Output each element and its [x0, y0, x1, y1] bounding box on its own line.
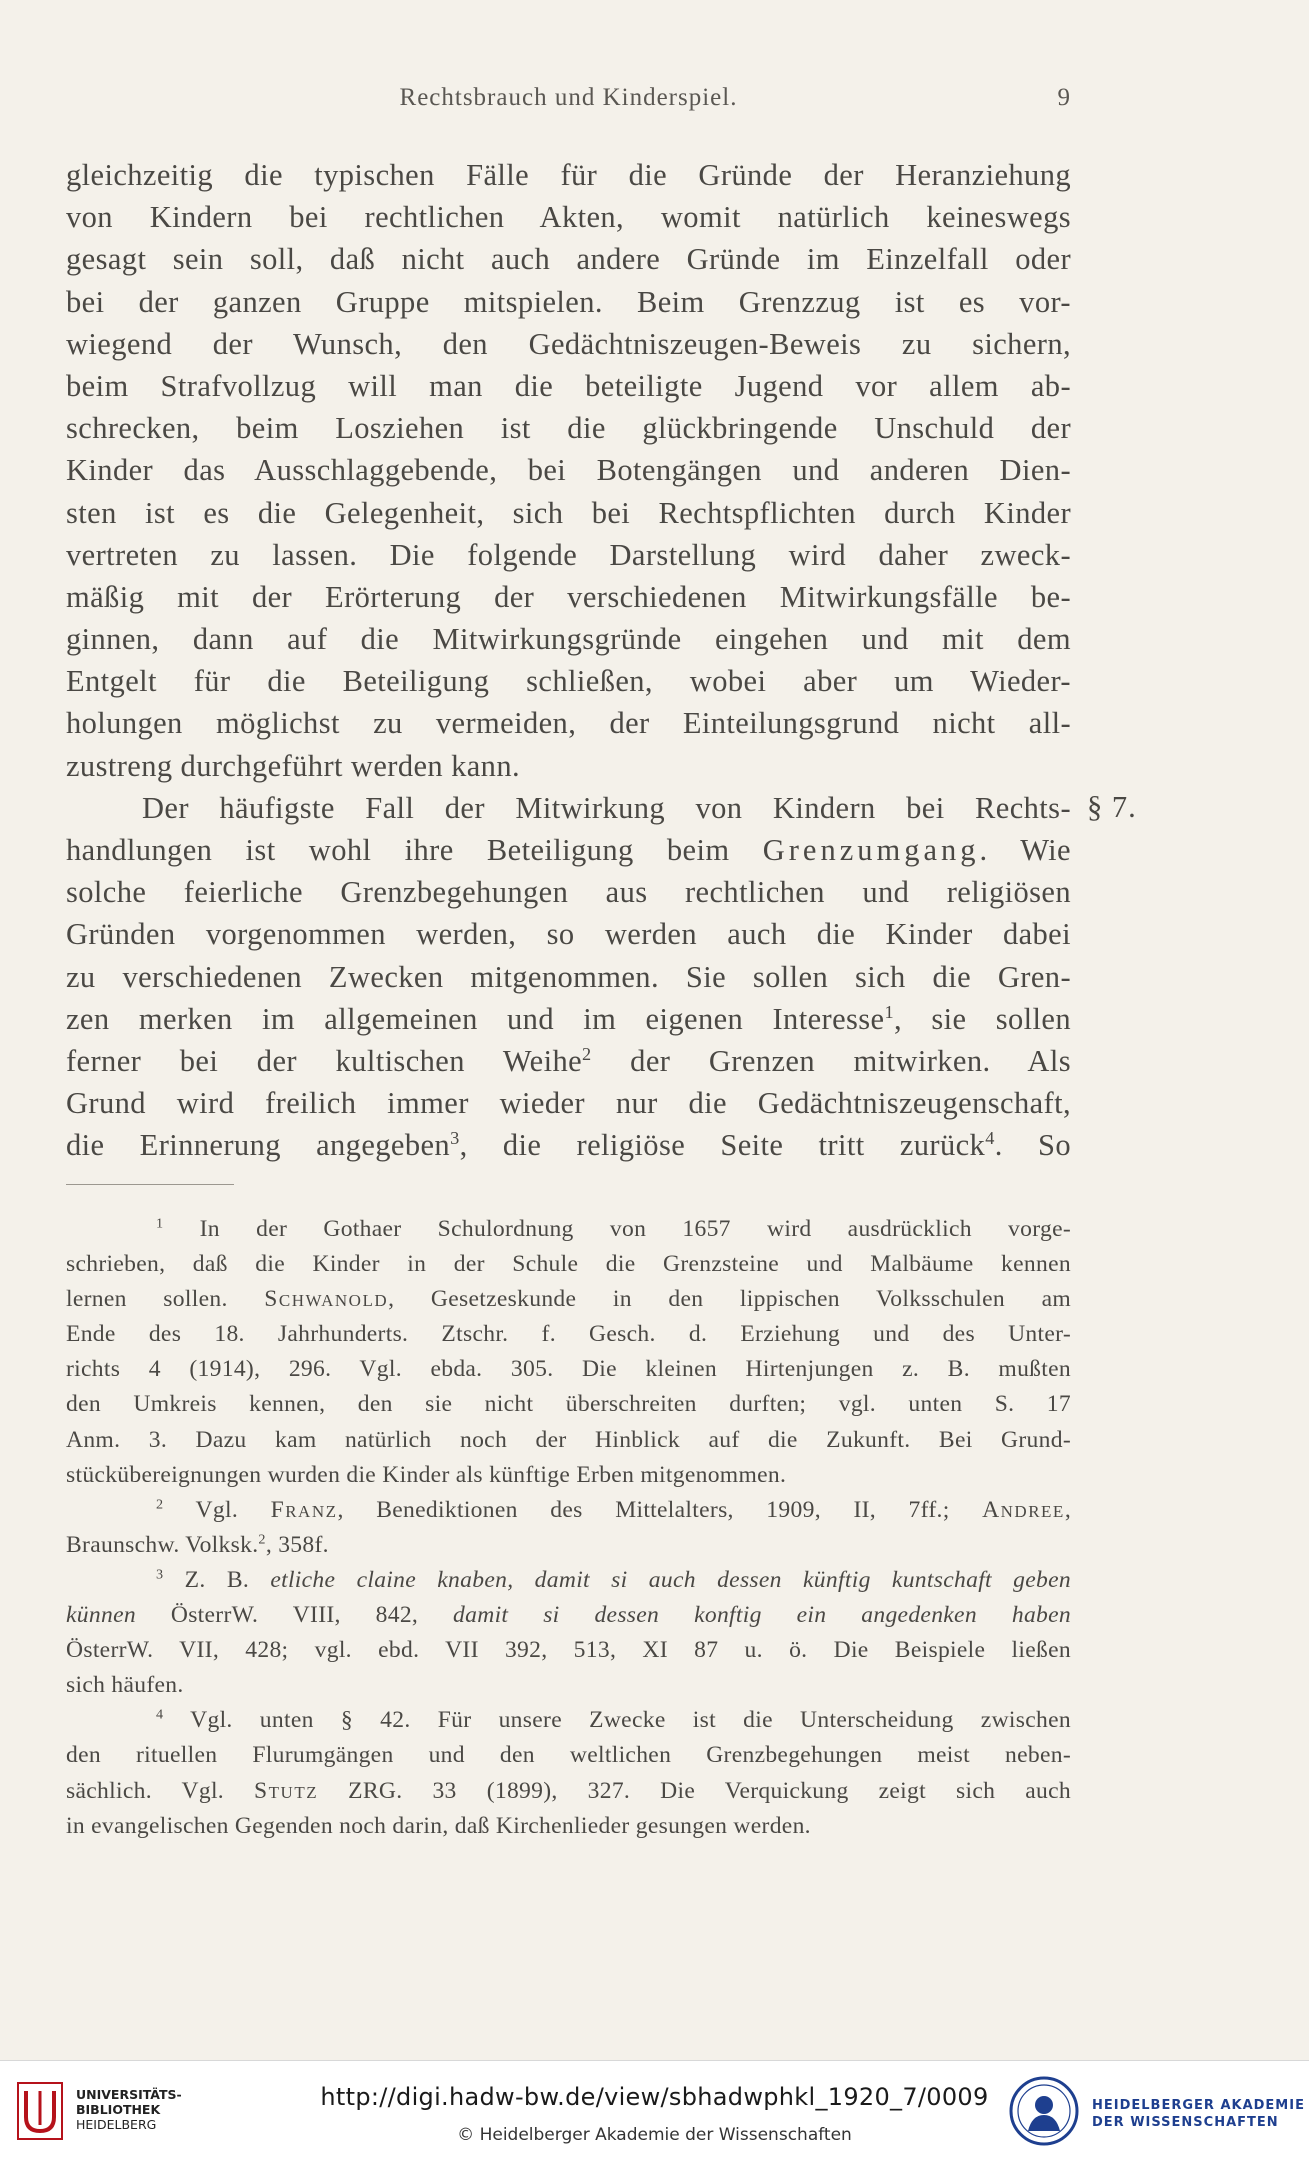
- text-line: [66, 1282, 1071, 1317]
- text-line: sich häufen.: [66, 1672, 184, 1699]
- footnote-mark: 3: [156, 1566, 164, 1583]
- text-line: in evangelischen Gegenden noch darin, daß Kirchenlieder gesungen werden.: [66, 1812, 811, 1839]
- text-run: Vgl.: [195, 1496, 271, 1523]
- page-number: 9: [1057, 84, 1071, 111]
- footnote-mark: 4: [156, 1706, 164, 1723]
- text-line: solche feierliche Grenzbegehungen aus rechtlichen und religiösen: [66, 875, 1071, 910]
- text-run: Braunschw. Volksk.: [66, 1531, 259, 1558]
- text-run: ÖsterrW. VIII, 842,: [135, 1602, 454, 1629]
- text-line: holungen möglichst zu vermeiden, der Einteilungsgrund nicht all-: [66, 706, 1071, 741]
- text-run: , die religiöse Seite tritt zurück: [459, 1128, 986, 1163]
- text-run: , Gesetzeskunde in den lippischen Volksschulen am: [388, 1286, 1071, 1313]
- running-title: Rechtsbrauch und Kinderspiel.: [399, 84, 738, 111]
- footnote-ref: 1: [884, 1001, 895, 1022]
- text-run: ,: [1064, 1496, 1072, 1523]
- edition-mark: 2: [258, 1531, 266, 1548]
- text-line: richts 4 (1914), 296. Vgl. ebda. 305. Die kleinen Hirtenjungen z. B. mußten: [66, 1356, 1071, 1383]
- footnote-1: [66, 1212, 1071, 1247]
- text-run: lernen sollen.: [66, 1286, 265, 1313]
- text-run: . So: [994, 1128, 1071, 1163]
- academy-seal-icon: [1008, 2075, 1080, 2147]
- text-line: schrecken, beim Losziehen ist die glückbringende Unschuld der: [66, 411, 1071, 446]
- text-line: [66, 1040, 1071, 1082]
- quotation: künnen: [66, 1602, 136, 1629]
- text-line: mäßig mit der Erörterung der verschiedenen Mitwirkungsfälle be-: [66, 579, 1071, 614]
- text-run: zen merken im allgemeinen und im eigenen Interesse: [66, 1001, 885, 1036]
- academy-line: HEIDELBERGER AKADEMIE: [1092, 2098, 1305, 2113]
- text-line: [66, 1528, 1071, 1563]
- text-line: [66, 998, 1071, 1040]
- footnote-2: [66, 1493, 1071, 1528]
- text-line: Entgelt für die Beteiligung schließen, wobei aber um Wieder-: [66, 664, 1071, 699]
- text-run: ferner bei der kultischen Weihe: [66, 1043, 583, 1078]
- quotation: etliche claine knaben, damit si auch dessen künftig kuntschaft geben: [270, 1566, 1071, 1593]
- text-line: wiegend der Wunsch, den Gedächtniszeugen-Beweis zu sichern,: [66, 326, 1071, 361]
- text-line: Grund wird freilich immer wieder nur die Gedächtniszeugenschaft,: [66, 1086, 1071, 1121]
- text-line: sten ist es die Gelegenheit, sich bei Rechtspflichten durch Kinder: [66, 495, 1071, 530]
- text-run: . Wie: [979, 833, 1071, 867]
- text-run: , 358f.: [265, 1531, 329, 1558]
- text-line: von Kindern bei rechtlichen Akten, womit natürlich keineswegs: [66, 200, 1071, 235]
- author-name: Franz: [270, 1496, 338, 1523]
- text-run: sächlich. Vgl.: [66, 1777, 255, 1804]
- text-line: stückübereignungen wurden die Kinder als künftige Erben mitgenommen.: [66, 1461, 787, 1488]
- text-line: [66, 1598, 1071, 1633]
- text-line: den rituellen Flurumgängen und den weltlichen Grenzbegehungen meist neben-: [66, 1742, 1071, 1769]
- running-head: [66, 84, 1071, 124]
- text-run: In der Gothaer Schulordnung von 1657 wird ausdrücklich vorge-: [199, 1216, 1071, 1242]
- text-line: [66, 1124, 1071, 1166]
- text-line: ginnen, dann auf die Mitwirkungsgründe eingehen und mit dem: [66, 622, 1071, 657]
- viewer-footer: [0, 2060, 1309, 2159]
- text-run: Vgl. unten § 42. Für unsere Zwecke ist die Unterscheidung zwischen: [190, 1707, 1071, 1734]
- text-line: beim Strafvollzug will man die beteiligte Jugend vor allem ab-: [66, 368, 1071, 403]
- copyright-notice: © Heidelberger Akademie der Wissenschaften: [457, 2125, 852, 2145]
- text-line: ÖsterrW. VII, 428; vgl. ebd. VII 392, 513, XI 87 u. ö. Die Beispiele ließen: [66, 1637, 1071, 1664]
- academy-name: [1092, 2097, 1305, 2131]
- text-line: gesagt sein soll, daß nicht auch andere Gründe im Einzelfall oder: [66, 242, 1071, 277]
- text-line: [66, 829, 1071, 871]
- text-run: Z. B.: [184, 1566, 271, 1593]
- footnote-ref: 2: [582, 1043, 592, 1064]
- footnote-mark: 2: [156, 1496, 164, 1513]
- text-run: , Benediktionen des Mittelalters, 1909, II, 7ff.;: [337, 1496, 983, 1523]
- text-run: , sie sollen: [894, 1001, 1071, 1036]
- text-line: zustreng durchgeführt werden kann.: [66, 748, 520, 783]
- text-line: bei der ganzen Gruppe mitspielen. Beim Grenzzug ist es vor-: [66, 284, 1071, 319]
- footnotes: [66, 1212, 1071, 1844]
- author-name: Schwanold: [264, 1286, 389, 1313]
- text-line: den Umkreis kennen, den sie nicht überschreiten durften; vgl. unten S. 17: [66, 1391, 1071, 1418]
- text-run: ZRG. 33 (1899), 327. Die Verquickung zeigt sich auch: [318, 1777, 1071, 1804]
- text-line: schrieben, daß die Kinder in der Schule die Grenzsteine und Malbäume kennen: [66, 1251, 1071, 1278]
- spaced-term: Grenzumgang: [762, 833, 980, 867]
- quotation: damit si dessen konftig ein angedenken haben: [453, 1602, 1072, 1629]
- footnote-3: [66, 1563, 1071, 1598]
- main-text: [66, 154, 1071, 1167]
- text-line: vertreten zu lassen. Die folgende Darstellung wird daher zweck-: [66, 537, 1071, 572]
- footnote-ref: 4: [985, 1128, 995, 1149]
- footnote-mark: 1: [156, 1215, 164, 1232]
- permalink-url[interactable]: http://digi.hadw-bw.de/view/sbhadwphkl_1920_7/0009: [320, 2083, 989, 2111]
- library-line: UNIVERSITÄTS-: [76, 2087, 182, 2102]
- footnote-ref: 3: [450, 1128, 460, 1149]
- text-line: Gründen vorgenommen werden, so werden auch die Kinder dabei: [66, 917, 1071, 952]
- section-mark: § 7.: [1087, 790, 1137, 824]
- text-line: Der häufigste Fall der Mitwirkung von Kindern bei Rechts-: [142, 790, 1071, 825]
- footnote-4: [66, 1703, 1071, 1738]
- library-line: HEIDELBERG: [76, 2117, 157, 2132]
- footnote-rule: [66, 1184, 234, 1185]
- text-run: der Grenzen mitwirken. Als: [591, 1043, 1071, 1078]
- text-line: [66, 1774, 1071, 1809]
- text-line: Kinder das Ausschlaggebende, bei Botengängen und anderen Dien-: [66, 453, 1071, 488]
- academy-line: DER WISSENSCHAFTEN: [1092, 2115, 1279, 2130]
- author-name: Stutz: [254, 1777, 319, 1804]
- author-name: Andree: [982, 1496, 1065, 1523]
- text-run: die Erinnerung angegeben: [66, 1128, 451, 1163]
- text-line: Ende des 18. Jahrhunderts. Ztschr. f. Gesch. d. Erziehung und des Unter-: [66, 1321, 1071, 1348]
- text-line: gleichzeitig die typischen Fälle für die Gründe der Heranziehung: [66, 158, 1071, 192]
- text-run: handlungen ist wohl ihre Beteiligung beim: [66, 833, 763, 867]
- text-line: Anm. 3. Dazu kam natürlich noch der Hinblick auf die Zukunft. Bei Grund-: [66, 1426, 1071, 1453]
- library-line: BIBLIOTHEK: [76, 2102, 161, 2117]
- text-line: zu verschiedenen Zwecken mitgenommen. Sie sollen sich die Gren-: [66, 959, 1071, 994]
